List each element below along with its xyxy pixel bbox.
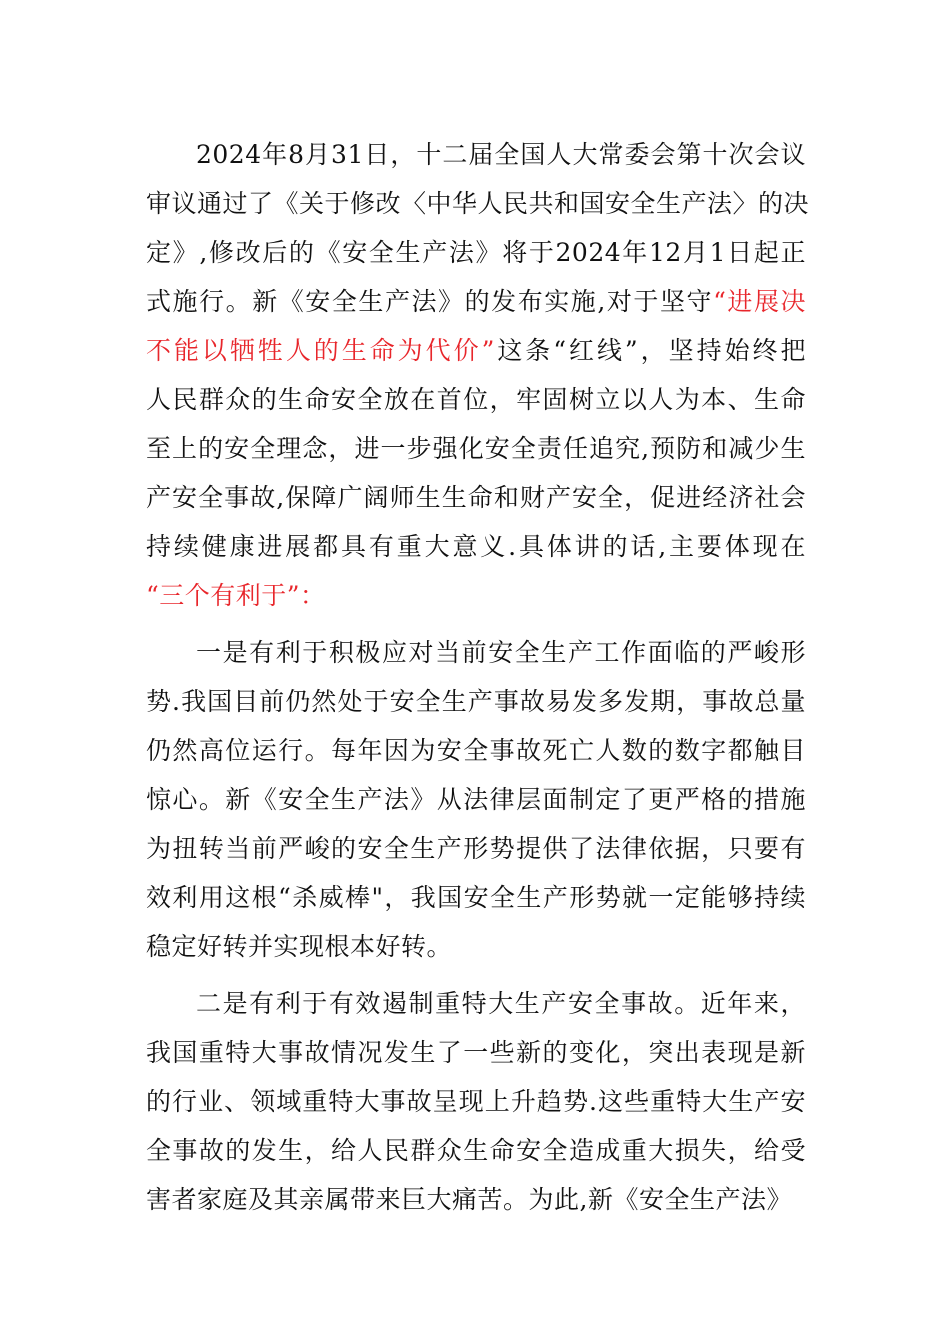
text-segment: 全事故的发生，给人民群众生命安全造成重大损失，给受 (146, 1136, 806, 1165)
text-segment: 持续健康进展都具有重大意义.具体讲的话,主要体现在 (146, 532, 806, 561)
text-line (146, 179, 810, 228)
text-line (146, 922, 806, 971)
text-segment: 害者家庭及其亲属带来巨大痛苦。为此,新《安全生产法》 (146, 1185, 792, 1214)
text-segment: 的行业、领域重特大事故呈现上升趋势.这些重特大生产安 (146, 1087, 806, 1116)
text-line (146, 1126, 806, 1175)
text-segment: 惊心。新《安全生产法》从法律层面制定了更严格的措施 (146, 785, 806, 814)
text-segment: 定》,修改后的《安全生产法》将于2024年12月1日起正 (146, 238, 806, 267)
highlighted-text: 不能以牺牲人的生命为代价” (146, 336, 495, 365)
text-segment: 2024年8月31日，十二届全国人大常委会第十次会议 (196, 140, 806, 169)
text-line (146, 424, 806, 473)
text-line (146, 824, 806, 873)
text-line (146, 522, 806, 571)
text-line (146, 277, 806, 326)
text-segment: 我国重特大事故情况发生了一些新的变化，突出表现是新 (146, 1038, 806, 1067)
text-line (146, 130, 806, 179)
text-segment: 为扭转当前严峻的安全生产形势提供了法律依据，只要有 (146, 834, 806, 863)
text-segment: 势.我国目前仍然处于安全生产事故易发多发期，事故总量 (146, 687, 806, 716)
highlighted-text: “三个有利于”： (146, 581, 326, 610)
text-segment: 一是有利于积极应对当前安全生产工作面临的严峻形 (196, 638, 806, 667)
text-line (146, 628, 806, 677)
text-segment: 稳定好转并实现根本好转。 (146, 932, 453, 961)
text-line (146, 726, 806, 775)
text-line (146, 228, 806, 277)
document-body (146, 130, 810, 1224)
text-segment: 仍然高位运行。每年因为安全事故死亡人数的数字都触目 (146, 736, 806, 765)
text-segment: 至上的安全理念，进一步强化安全责任追究,预防和减少生 (146, 434, 806, 463)
highlighted-text: “进展决 (713, 287, 806, 316)
text-line (146, 1077, 806, 1126)
text-line (146, 873, 806, 922)
paragraph (146, 979, 806, 1224)
text-line (146, 1175, 806, 1224)
text-segment: 二是有利于有效遏制重特大生产安全事故。近年来， (196, 989, 806, 1018)
paragraph (146, 628, 806, 971)
text-line (146, 375, 806, 424)
text-segment: 式施行。新《安全生产法》的发布实施,对于坚守 (146, 287, 714, 316)
text-segment: 产安全事故,保障广阔师生生命和财产安全，促进经济社会 (146, 483, 806, 512)
text-segment: 审议通过了《关于修改〈中华人民共和国安全生产法〉的决 (146, 189, 810, 218)
text-line (146, 473, 806, 522)
text-line (146, 775, 806, 824)
text-segment: 人民群众的生命安全放在首位，牢固树立以人为本、生命 (146, 385, 806, 414)
text-line (146, 326, 806, 375)
text-segment: 这条“红线”，坚持始终把 (494, 336, 806, 365)
text-line (146, 677, 806, 726)
text-segment: 效利用这根“杀威棒"，我国安全生产形势就一定能够持续 (146, 883, 806, 912)
text-line (146, 571, 806, 620)
text-line (146, 979, 806, 1028)
text-line (146, 1028, 806, 1077)
paragraph (146, 130, 810, 620)
